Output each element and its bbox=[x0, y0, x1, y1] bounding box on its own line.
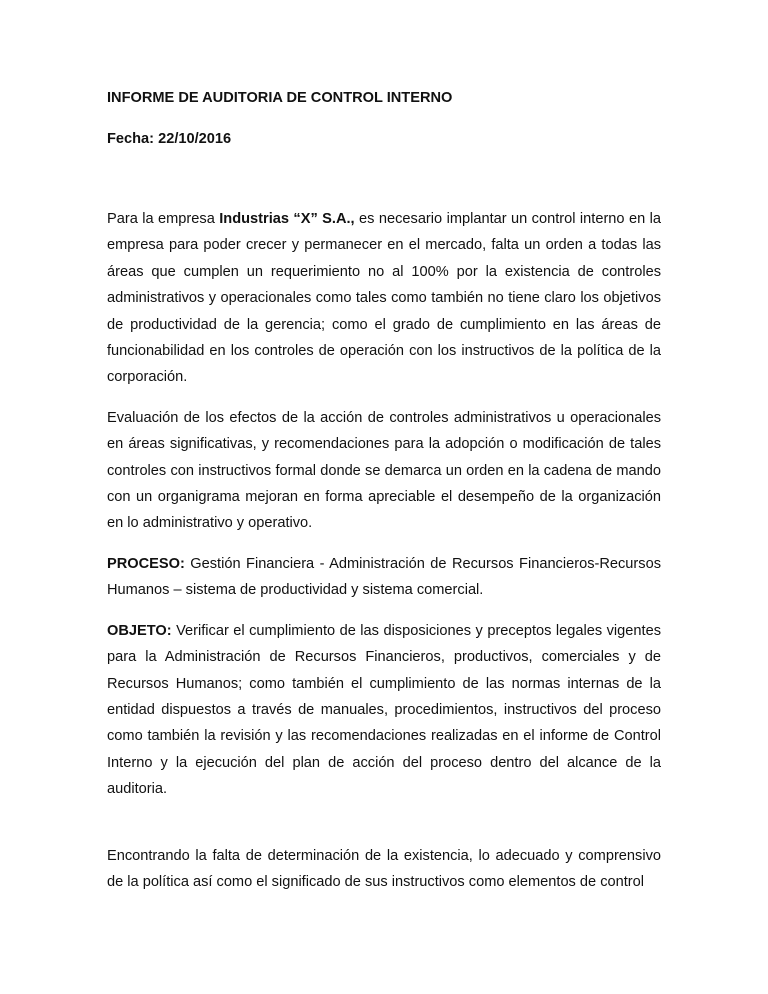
proceso-label: PROCESO: bbox=[107, 555, 185, 572]
proceso-paragraph bbox=[107, 551, 661, 604]
report-title: INFORME DE AUDITORIA DE CONTROL INTERNO bbox=[107, 90, 453, 106]
findings-paragraph: Encontrando la falta de determinación de la existencia, lo adecuado y comprensivo de la política así como el significado de sus instructivos como elementos de control bbox=[107, 847, 661, 890]
intro-paragraph bbox=[107, 206, 661, 391]
company-name: Industrias “X” S.A., bbox=[219, 211, 355, 227]
evaluation-paragraph: Evaluación de los efectos de la acción de controles administrativos u operacionales en áreas significativas, y recomendaciones para la adopción o modificación de tales controles con instructivos formal donde se demarca un orden en la cadena de mando con un organigrama mejoran en forma apreciable el desempeño de la organización en lo administrativo y operativo. bbox=[107, 409, 661, 532]
objeto-text: Verificar el cumplimiento de las disposiciones y preceptos legales vigentes para la Administración de Recursos Financieros, productivos, comerciales y de Recursos Humanos; como también el cumplimiento de las normas internas de la entidad dispuestos a través de manuales, procedimientos, instructivos del proceso como también la revisión y las recomendaciones realizadas en el informe de Control Interno y la ejecución del plan de acción del proceso dentro del alcance de la auditoria. bbox=[107, 622, 661, 798]
document-body bbox=[107, 88, 661, 895]
intro-prefix: Para la empresa bbox=[107, 211, 220, 227]
objeto-paragraph bbox=[107, 618, 661, 803]
proceso-text: Gestión Financiera - Administración de Recursos Financieros-Recursos Humanos – sistema de productividad y sistema comercial. bbox=[107, 555, 661, 599]
intro-text: es necesario implantar un control interno en la empresa para poder crecer y permanecer en el mercado, falta un orden a todas las áreas que cumplen un requerimiento no al 100% por la existencia de controles administrativos y operacionales como tales como también no tiene claro los objetivos de productividad de la gerencia; como el grado de cumplimiento en las áreas de funcionabilidad en los controles de operación con los instructivos de la política de la corporación. bbox=[107, 211, 661, 386]
objeto-label: OBJETO: bbox=[107, 622, 172, 639]
report-date: Fecha: 22/10/2016 bbox=[107, 131, 232, 147]
